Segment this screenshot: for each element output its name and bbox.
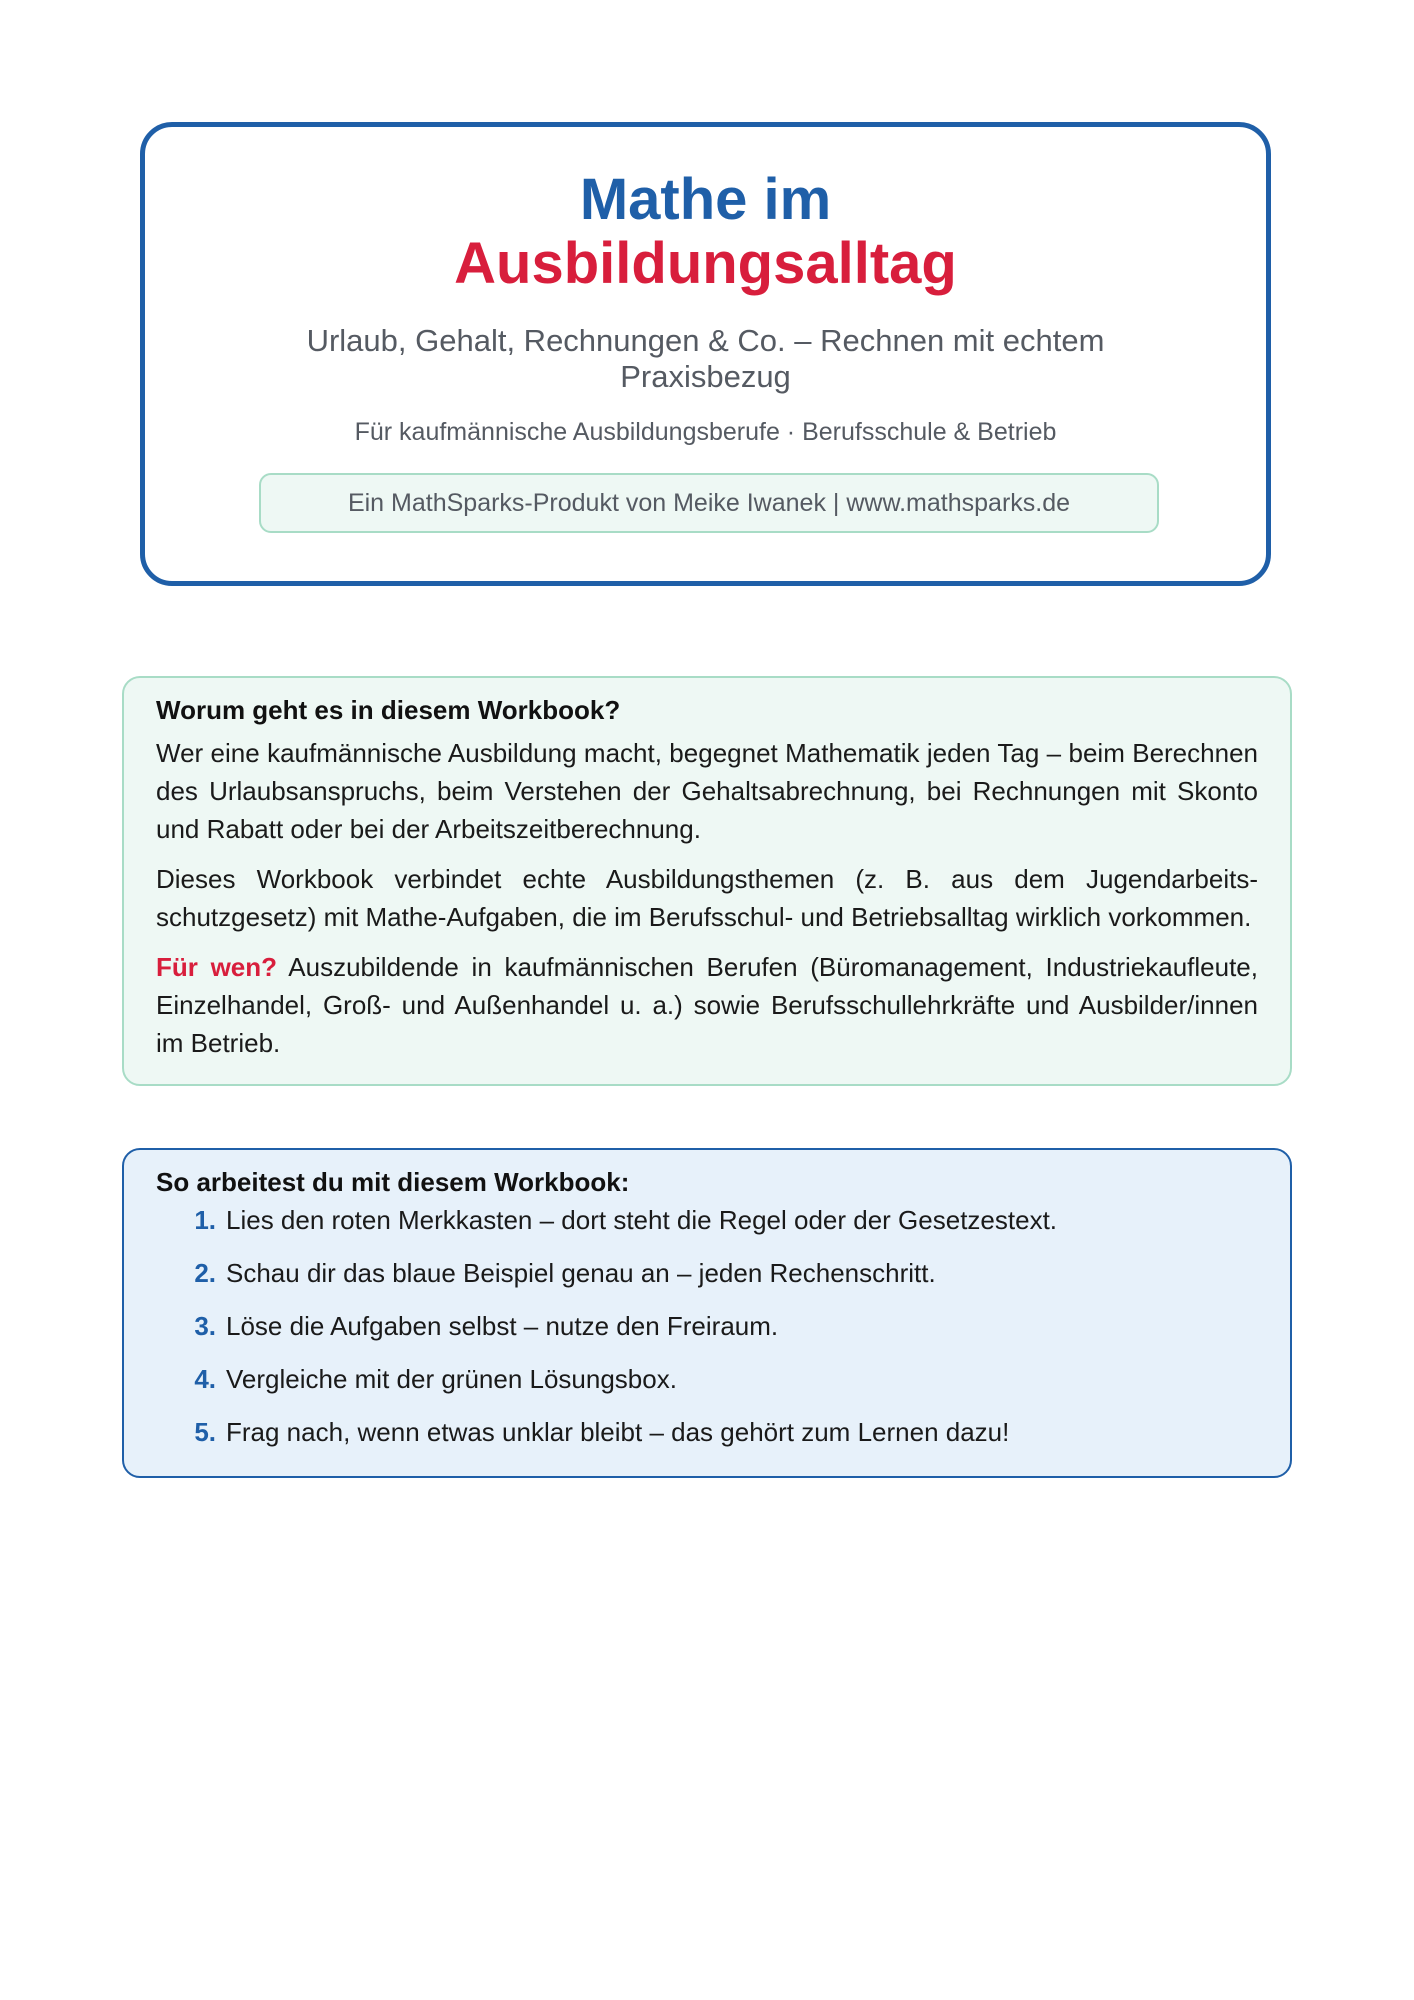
step-text: Lies den roten Merkkasten – dort steht die Regel oder der Gesetzestext. [226, 1205, 1058, 1235]
step-text: Frag nach, wenn etwas unklar bleibt – das gehört zum Lernen dazu! [226, 1417, 1010, 1447]
list-item [156, 1253, 1258, 1306]
page-title-line1: Mathe im [579, 167, 832, 232]
step-number: 4. [194, 1364, 216, 1394]
intro-paragraph-1: Wer eine kaufmännische Ausbildung macht, begegnet Mathematik jeden Tag – beim Berechnen des Urlaubsanspruchs, beim Verstehen der Gehaltsabrechnung, bei Rechnungen mit Skonto und Rabatt oder bei der Arbeitszeitberechnung. [156, 738, 1258, 844]
intro-heading: Worum geht es in diesem Workbook? [156, 695, 621, 725]
steps-heading: So arbeitest du mit diesem Workbook: [156, 1167, 630, 1197]
step-number: 1. [194, 1205, 216, 1235]
list-item [156, 1306, 1258, 1359]
step-text: Vergleiche mit der grünen Lösungsbox. [226, 1364, 677, 1394]
steps-list [156, 1200, 1258, 1465]
step-number: 5. [194, 1417, 216, 1447]
list-item [156, 1359, 1258, 1412]
step-text: Schau dir das blaue Beispiel genau an – jeden Rechenschritt. [226, 1258, 936, 1288]
list-item [156, 1412, 1258, 1465]
list-item [156, 1200, 1258, 1253]
for-whom-label: Für wen? [156, 952, 278, 982]
intro-box [122, 676, 1292, 1086]
step-number: 3. [194, 1311, 216, 1341]
for-whom-paragraph [156, 948, 1258, 1062]
for-whom-text: Auszubildende in kaufmännischen Berufen (Büromanagement, Industriekaufleute, Einzelhandel, Groß- und Außenhandel u. a.) sowie Berufsschullehrkräfte und Ausbilder/innen im Betrieb. [156, 952, 1258, 1058]
page-subtitle: Urlaub, Gehalt, Rechnungen & Co. – Rechnen mit echtem Praxisbezug [306, 323, 1105, 394]
credit-banner: Ein MathSparks-Produkt von Meike Iwanek | www.mathsparks.de [259, 473, 1159, 533]
page-title-line2: Ausbildungsalltag [454, 231, 957, 296]
audience-line: Für kaufmännische Ausbildungsberufe · Berufsschule & Betrieb [354, 418, 1057, 446]
title-box [140, 122, 1271, 586]
steps-box [122, 1148, 1292, 1478]
intro-paragraph-2: Dieses Workbook verbindet echte Ausbildungsthemen (z. B. aus dem Jugendarbeitsschutzgesetz) mit Mathe-Aufgaben, die im Berufsschul- und Betriebsalltag wirklich vorkommen. [156, 864, 1258, 932]
step-text: Löse die Aufgaben selbst – nutze den Freiraum. [226, 1311, 779, 1341]
step-number: 2. [194, 1258, 216, 1288]
